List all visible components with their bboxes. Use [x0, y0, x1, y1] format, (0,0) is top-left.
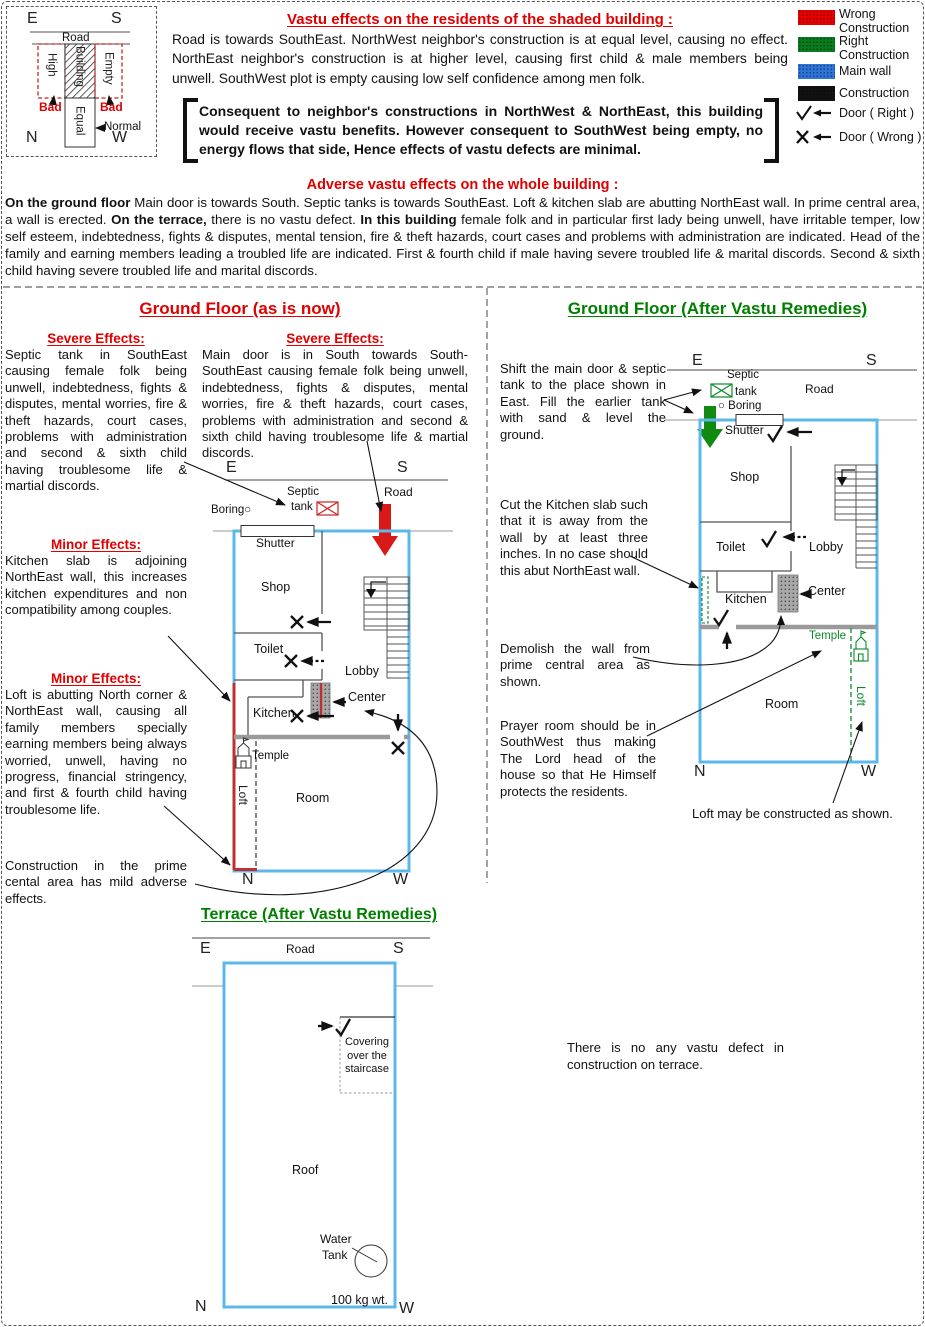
after-loft-label: Loft: [854, 686, 868, 707]
adverse-bold-2: On the terrace,: [111, 212, 207, 227]
after-north: N: [694, 763, 706, 780]
severe2-text: Main door is in South towards South-SouthEast causing female folk being unwell, indebtedness, fights & disputes, mental worries, fire & theft hazards, court cases, problems with administration and second & sixth child having troublesome life & martial discords.: [202, 347, 468, 461]
after-septic-label: Septic: [727, 369, 759, 381]
mini-empty-label: Empty: [102, 52, 115, 85]
ground-after-title: Ground Floor (After Vastu Remedies): [567, 299, 868, 318]
adverse-bold-1: On the ground floor: [5, 195, 131, 210]
septic-tank-icon-now: [317, 502, 338, 515]
mini-west: W: [112, 129, 128, 146]
construction-note: Construction in the prime cental area has mild adverse effects.: [5, 858, 187, 906]
now-lobby-label: Lobby: [345, 664, 380, 678]
now-boring-label: [211, 504, 251, 517]
water-tank-circle: [355, 1245, 387, 1277]
mini-south: S: [111, 10, 122, 27]
septic-tank-icon-after: [711, 384, 732, 397]
severe1-text: Septic tank in SouthEast causing female folk being unwell, indebtedness, fights & disputes, mental worries, fire & theft hazards, court cases, problems with administration and second & sixth child having troublesome life & martial discords.: [5, 347, 187, 494]
now-road-label: Road: [384, 485, 413, 499]
ground-now-plan-art: [213, 480, 453, 871]
now-loft-label: Loft: [236, 785, 250, 806]
terrace-covering-label: Covering over the staircase: [344, 1036, 390, 1075]
after-shop-label: Shop: [730, 470, 760, 484]
terrace-water-label: Water: [320, 1232, 352, 1246]
legend-wrong-swatch: [798, 10, 835, 25]
boring-icon-after: ○: [718, 400, 725, 412]
after-road-label: Road: [805, 382, 834, 396]
mini-north: N: [26, 129, 38, 146]
door-wrong-shop-icon: [291, 616, 331, 628]
note-demolish: Demolish the wall from prime central area as shown.: [500, 641, 650, 689]
note-prayer: Prayer room should be in SouthWest thus making The Lord head of the house so that He Himself protects the residents.: [500, 718, 656, 799]
mini-bad-right: Bad: [100, 100, 123, 114]
after-tank-label: tank: [735, 386, 757, 398]
note-cut: Cut the Kitchen slab such that it is away from the wall by at least three inches. In no case should this abut NorthEast wall.: [500, 497, 648, 578]
adverse-text-3: female folk and in particular first lady being unwell, have irritable temper, low self esteem, indebtedness, fights & disputes, mental tension, fire & theft hazards, court cases and problems with administration are indicated. Head of the family and earning members leading a troubled life are indicated. First & fourth child if male having severe troubled life & marital discords. Second & sixth child having severe troubled life and marital discords.: [5, 212, 920, 278]
after-temple-label: Temple: [809, 630, 847, 642]
legend-mainwall-label: Main wall: [839, 64, 892, 78]
temple-icon-now: [236, 738, 251, 768]
terrace-note: There is no any vastu defect in construction on terrace.: [567, 1040, 784, 1072]
adverse-bold-3: In this building: [360, 212, 457, 227]
minor1-heading: Minor Effects:: [50, 537, 141, 552]
shutter-opening-now: [241, 526, 314, 537]
legend-construction-label: Construction: [839, 86, 910, 100]
legend-right-swatch: [798, 37, 835, 52]
terrace-plan-art: [192, 938, 433, 1307]
center-wall-block-after: [778, 575, 798, 612]
mini-equal-label: Equal: [73, 106, 86, 136]
now-shutter-label: Shutter: [256, 536, 295, 550]
terrace-road-label: Road: [286, 942, 315, 956]
now-south: S: [397, 459, 408, 476]
legend-door-wrong-label: Door ( Wrong ): [839, 130, 922, 144]
mini-road-label: Road: [62, 32, 90, 44]
door-wrong-toilet-icon: [285, 655, 324, 667]
after-boring-text: Boring: [728, 400, 762, 412]
minor1-text: Kitchen slab is adjoining NorthEast wall, this increases kitchen expenditures and non compatibility among couples.: [5, 553, 187, 618]
page-title: Vastu effects on the residents of the shaded building :: [287, 11, 673, 28]
legend-mainwall-swatch: [798, 64, 835, 79]
now-shop-label: Shop: [261, 580, 291, 594]
now-east: E: [226, 459, 237, 476]
terrace-roof-label: Roof: [292, 1163, 319, 1177]
now-center-label: Center: [348, 690, 386, 704]
terrace-tank-label: Tank: [322, 1248, 348, 1262]
now-temple-label: Temple: [252, 750, 290, 762]
now-tank-label: tank: [291, 501, 313, 513]
note-shift: Shift the main door & septic tank to the place shown in East. Fill the earlier tank with sand & level the ground.: [500, 361, 666, 442]
ground-now-title: Ground Floor (as is now): [139, 299, 341, 318]
after-south: S: [866, 352, 877, 369]
adverse-title: Adverse vastu effects on the whole building :: [306, 177, 619, 193]
mini-normal-label: Normal: [104, 121, 142, 133]
adverse-text-1: Main door is towards South. Septic tanks is towards SouthEast. Loft & kitchen slab are abutting NorthEast wall. In prime central area, a wall is erected.: [5, 195, 920, 227]
after-room-label: Room: [765, 697, 799, 711]
after-west: W: [861, 763, 877, 780]
terrace-title: Terrace (After Vastu Remedies): [200, 906, 438, 923]
severe2-heading: Severe Effects:: [286, 331, 384, 346]
after-center-label: Center: [808, 584, 846, 598]
boring-icon-now: ○: [244, 504, 252, 516]
door-wrong-icon: [793, 128, 833, 146]
terrace-weight-label: 100 kg wt.: [331, 1293, 388, 1307]
mini-bad-left: Bad: [39, 100, 62, 114]
after-shutter-label: Shutter: [725, 423, 764, 437]
terrace-east: E: [200, 940, 211, 957]
now-septic-label: Septic: [287, 486, 319, 498]
door-right-icon: [793, 104, 833, 122]
intro-paragraph: Road is towards SouthEast. NorthWest neighbor's construction is at equal level, causing no effect. NorthEast neighbor's construction is at higher level, causing first child & male members being unwell. SouthWest plot is empty causing low self confidence among men folk.: [172, 32, 788, 86]
now-kitchen-label: Kitchen: [253, 706, 295, 720]
now-west: W: [393, 871, 409, 888]
mini-east: E: [27, 10, 38, 27]
minor2-heading: Minor Effects:: [50, 671, 141, 686]
severe1-heading: Severe Effects:: [47, 331, 145, 346]
legend-right-label: Right Construction: [839, 34, 910, 62]
after-toilet-label: Toilet: [716, 540, 746, 554]
door-right-kitchen-icon: [714, 610, 728, 649]
bracket-note: Consequent to neighbor's constructions in NorthWest & NorthEast, this building would receive vastu benefits. However consequent to SouthWest being empty, no energy flows that side, Hence effects of vastu defects are minimal.: [183, 98, 779, 163]
legend-door-right-label: Door ( Right ): [839, 106, 915, 120]
terrace-west: W: [399, 1300, 415, 1317]
temple-icon-after: [854, 631, 868, 661]
relocated-kitchen-slab: [702, 577, 708, 623]
door-right-toilet-icon: [762, 531, 806, 546]
minor2-text: Loft is abutting North corner & NorthEast wall, causing all family members specially earning members being always worried, unwell, having no progress, financial stringency, and first & fourth child having troublesome life.: [5, 687, 187, 817]
terrace-north: N: [195, 1298, 207, 1315]
stair-direction-after: [842, 470, 855, 477]
now-north: N: [242, 871, 254, 888]
door-right-terrace-icon: [318, 1019, 350, 1035]
after-lobby-label: Lobby: [809, 540, 844, 554]
after-boring-label: [718, 400, 761, 413]
door-right-shutter-icon: [768, 426, 812, 441]
legend: [792, 6, 923, 152]
adverse-paragraph: [5, 194, 920, 279]
adverse-text-2: there is no vastu defect.: [206, 212, 361, 227]
legend-wrong-label: Wrong Construction: [839, 7, 910, 35]
mini-building-label: Building: [73, 46, 86, 87]
now-boring-text: Boring: [211, 504, 245, 516]
stair-direction-now: [371, 582, 386, 589]
after-kitchen-label: Kitchen: [725, 592, 767, 606]
legend-construction-swatch: [798, 86, 835, 101]
now-room-label: Room: [296, 791, 330, 805]
mini-high-label: High: [45, 53, 58, 77]
now-toilet-label: Toilet: [254, 642, 284, 656]
after-east: E: [692, 352, 703, 369]
note-loft: Loft may be constructed as shown.: [692, 806, 893, 821]
terrace-south: S: [393, 940, 404, 957]
